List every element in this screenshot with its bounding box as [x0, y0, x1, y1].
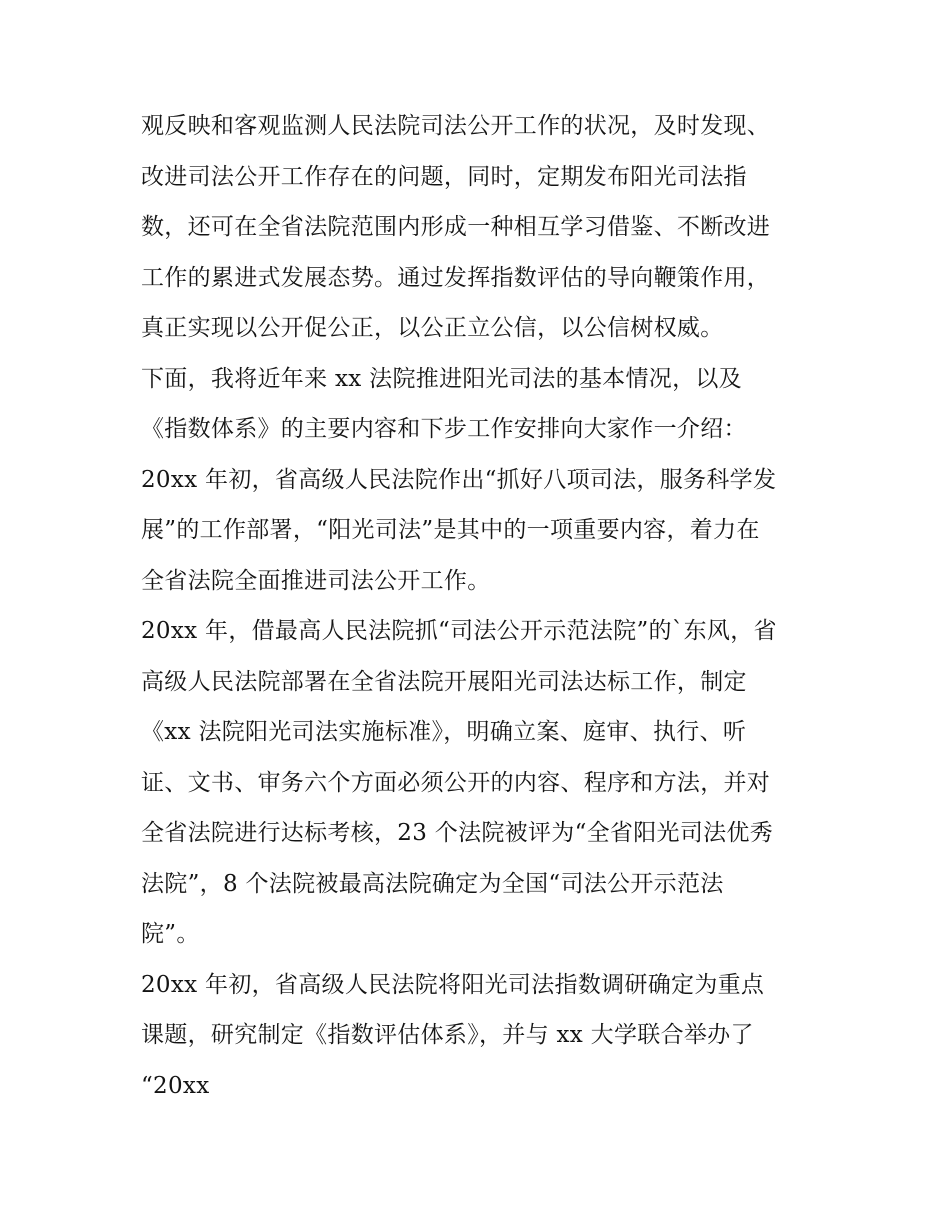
text-line: 20xx 年初，省高级人民法院将阳光司法指数调研确定为重点 [141, 971, 765, 998]
text-line: 改进司法公开工作存在的问题，同时，定期发布阳光司法指 [141, 163, 747, 190]
text-line: 法院”，8 个法院被最高法院确定为全国“司法公开示范法 [141, 870, 724, 897]
text-line: 课题，研究制定《指数评估体系》，并与 xx 大学联合举办了 [141, 1022, 754, 1048]
text-line: 下面，我将近年来 xx 法院推进阳光司法的基本情况，以及 [141, 365, 742, 392]
text-line: 20xx 年，借最高人民法院抓“司法公开示范法院”的`东风，省 [141, 618, 777, 644]
text-line: 高级人民法院部署在全省法院开展阳光司法达标工作，制定 [141, 668, 747, 695]
text-line: 20xx 年初，省高级人民法院作出“抓好八项司法，服务科学发 [141, 466, 777, 493]
text-line: 《指数体系》的主要内容和下步工作安排向大家作一介绍： [141, 416, 747, 442]
text-line: 展”的工作部署，“阳光司法”是其中的一项重要内容，着力在 [141, 517, 760, 543]
text-line: 全省法院进行达标考核，23 个法院被评为“全省阳光司法优秀 [141, 820, 774, 846]
text-line: 院”。 [141, 921, 200, 947]
text-line: 全省法院全面推进司法公开工作。 [141, 567, 491, 594]
text-line: 证、文书、审务六个方面必须公开的内容、程序和方法，并对 [141, 769, 771, 796]
text-line: 工作的累进式发展态势。通过发挥指数评估的导向鞭策作用， [141, 264, 771, 291]
text-line: 《xx 法院阳光司法实施标准》，明确立案、庭审、执行、听 [141, 719, 747, 745]
body-text [141, 101, 821, 1111]
text-line: 观反映和客观监测人民法院司法公开工作的状况，及时发现、 [141, 113, 771, 139]
text-line: “20xx [141, 1072, 210, 1099]
text-line: 数，还可在全省法院范围内形成一种相互学习借鉴、不断改进 [141, 214, 771, 240]
text-line: 真正实现以公开促公正，以公正立公信，以公信树权威。 [141, 315, 724, 341]
